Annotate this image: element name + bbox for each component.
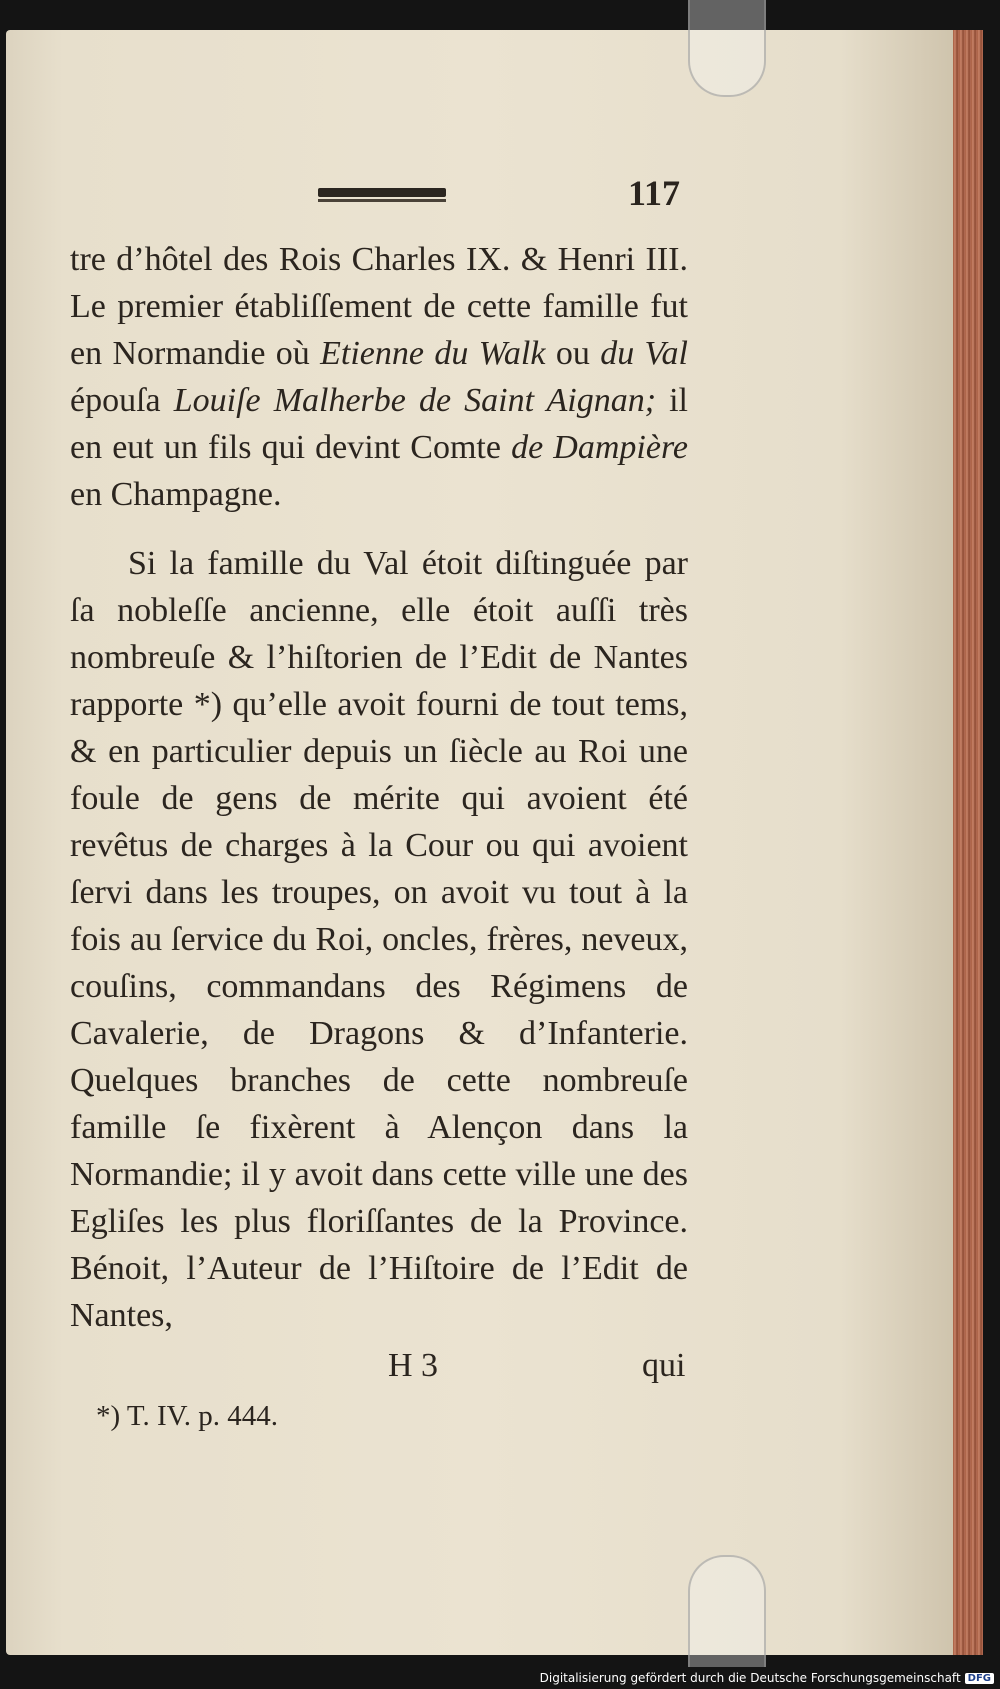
italic-name: du Val — [600, 335, 688, 372]
italic-name: Louiſe Malherbe de Saint Aignan; — [173, 382, 657, 419]
italic-name: de Dampière — [511, 429, 689, 466]
text-run: en Champagne. — [70, 476, 282, 513]
footnote: *) T. IV. p. 444. — [96, 1400, 279, 1432]
page-number: 117 — [628, 173, 681, 213]
digitization-credit — [540, 1671, 994, 1685]
paragraph-2: Si la famille du Val étoit diſtinguée par ſa nobleſſe ancienne, elle étoit auſſi très nombreuſe & l’hiſtorien de l’Edit de Nantes rapporte *) qu’elle avoit fourni de tout tems, & en particulier depuis un ſiècle au Roi une foule de gens de mérite qui avoient été revêtus de charges à la Cour ou qui avoient ſervi dans les troupes, on avoit vu tout à la fois au ſervice du Roi, oncles, frères, neveux, couſins, commandans des Régimens de Cavalerie, de Dragons & d’Infanterie. Quelques branches de cette nombreuſe famille ſe fixèrent à Alençon dans la Normandie; il y avoit dans cette ville une des Egliſes les plus floriſſantes de la Province. Bénoit, l’Auteur de l’Hiſtoire de l’Edit de Nantes, — [70, 545, 688, 1334]
text-run: tre d’hôtel des Rois Charles IX. & Henri III. Le premier établiſſement de cette famille fut en Normandie où — [70, 241, 688, 372]
text-run: ou — [545, 335, 601, 372]
catchword: qui — [642, 1347, 686, 1384]
header-rule — [318, 188, 446, 197]
italic-name: Etienne du Walk — [320, 335, 546, 372]
page-edges — [953, 30, 983, 1655]
text-run: il en eut un fils qui devint Comte — [70, 382, 688, 466]
top-page-clip — [688, 0, 766, 97]
text-run: épouſa — [70, 382, 174, 419]
signature-mark: H 3 — [388, 1347, 439, 1384]
dfg-logo: DFG — [965, 1673, 994, 1684]
credit-text: Digitalisierung gefördert durch die Deutsche Forschungsgemeinschaft — [539, 1671, 961, 1685]
bottom-page-clip — [688, 1555, 766, 1667]
body-text — [70, 236, 688, 1339]
paragraph-1 — [70, 236, 688, 518]
